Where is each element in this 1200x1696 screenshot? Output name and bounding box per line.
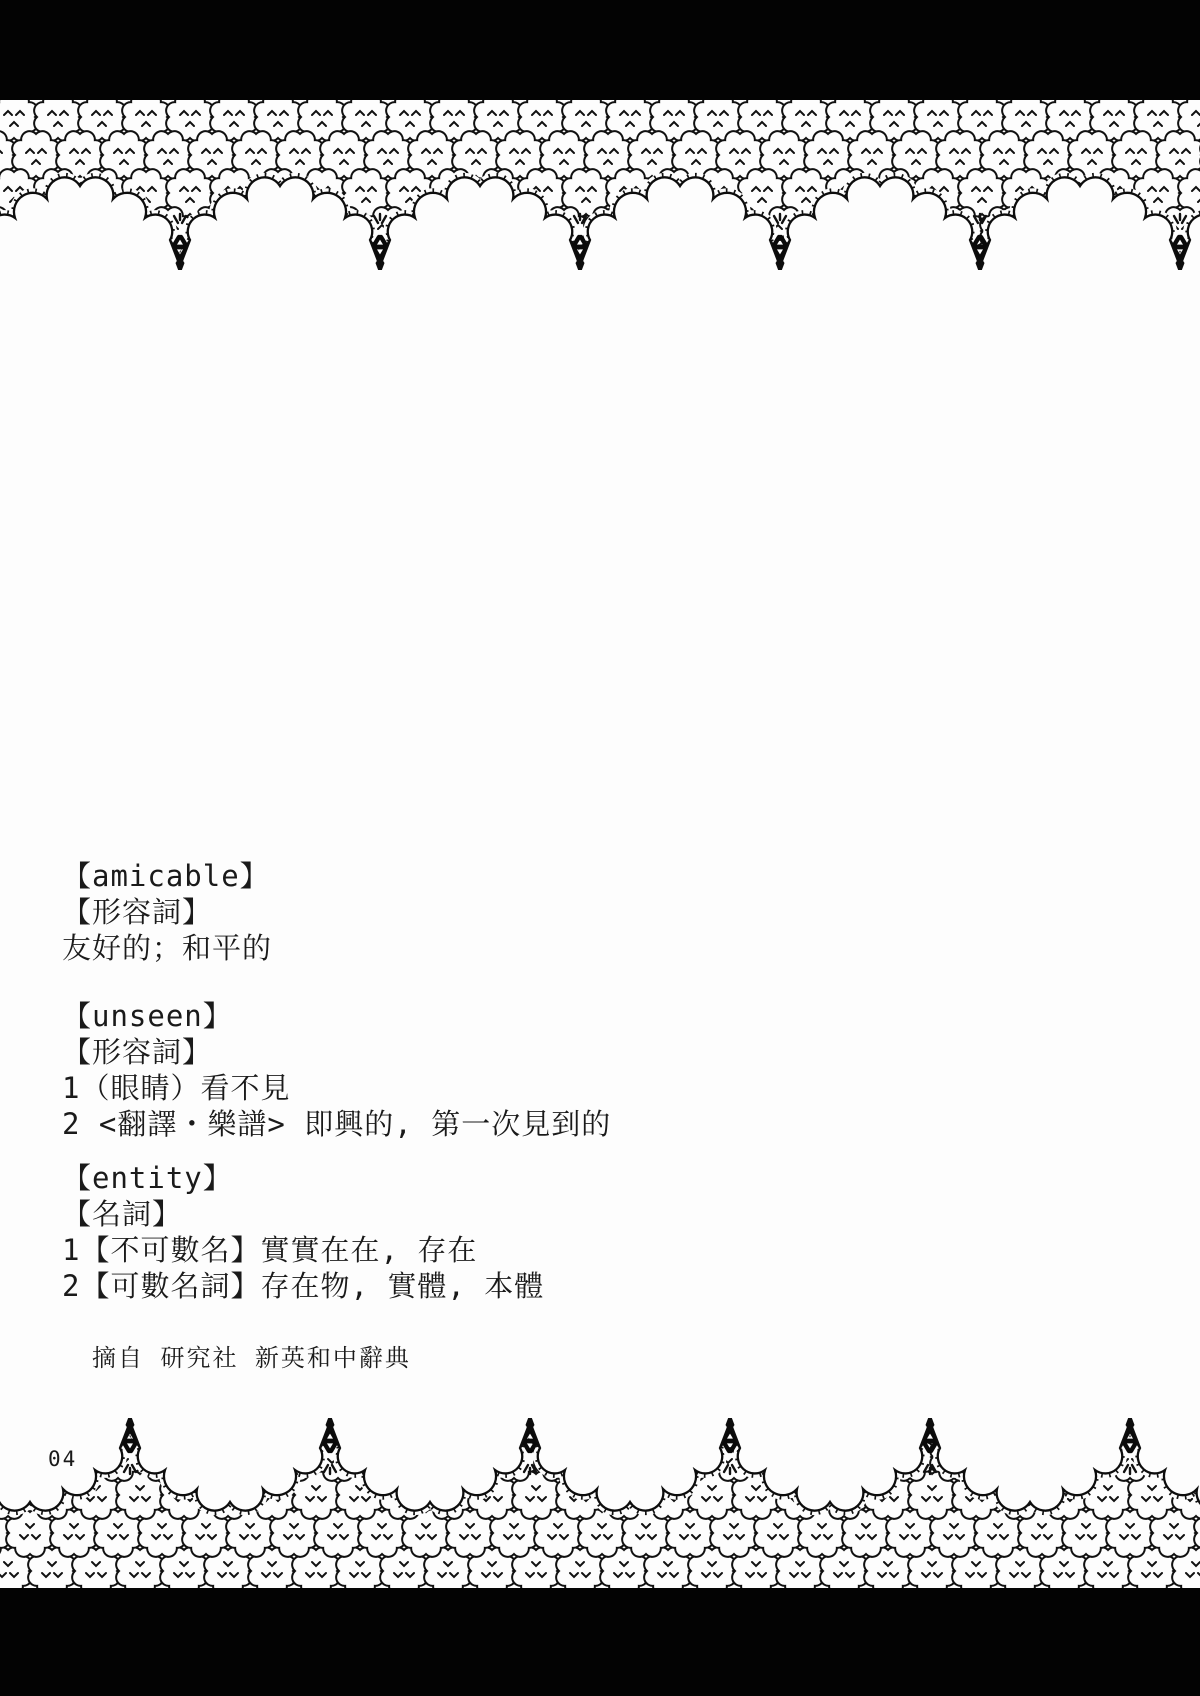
dictionary-entry <box>62 858 1062 966</box>
entry-definition: 2【可數名詞】存在物, 實體, 本體 <box>62 1269 545 1303</box>
entry-part-of-speech: 【形容詞】 <box>62 895 213 929</box>
source-citation: 摘自 研究社 新英和中辭典 <box>92 1344 411 1372</box>
flower-field <box>0 100 1200 255</box>
definitions-section <box>62 858 1062 1304</box>
bottom-black-bar <box>0 1588 1200 1696</box>
pendant-tips <box>0 256 1200 270</box>
entry-part-of-speech: 【形容詞】 <box>62 1035 213 1069</box>
entry-definition: 1【不可數名】實實在在, 存在 <box>62 1233 478 1267</box>
entry-definition: 2 <翻譯・樂譜> 即興的, 第一次見到的 <box>62 1107 612 1141</box>
lace-bottom-svg <box>0 1418 1200 1588</box>
dictionary-entry <box>62 1160 1062 1304</box>
entry-headword: 【entity】 <box>62 1161 233 1195</box>
lace-border-bottom-icon <box>0 1418 1200 1588</box>
entry-headword: 【unseen】 <box>62 999 233 1033</box>
page-number: 04 <box>48 1447 78 1471</box>
lace-band <box>0 100 1200 270</box>
lace-border-top-icon <box>0 100 1200 270</box>
entry-definition: 1（眼睛）看不見 <box>62 1071 291 1105</box>
dictionary-entry <box>62 998 1062 1142</box>
lace-top-svg <box>0 100 1200 270</box>
entry-definition: 友好的；和平的 <box>62 931 273 965</box>
top-black-bar <box>0 0 1200 100</box>
entry-headword: 【amicable】 <box>62 859 270 893</box>
entry-part-of-speech: 【名詞】 <box>62 1197 183 1231</box>
